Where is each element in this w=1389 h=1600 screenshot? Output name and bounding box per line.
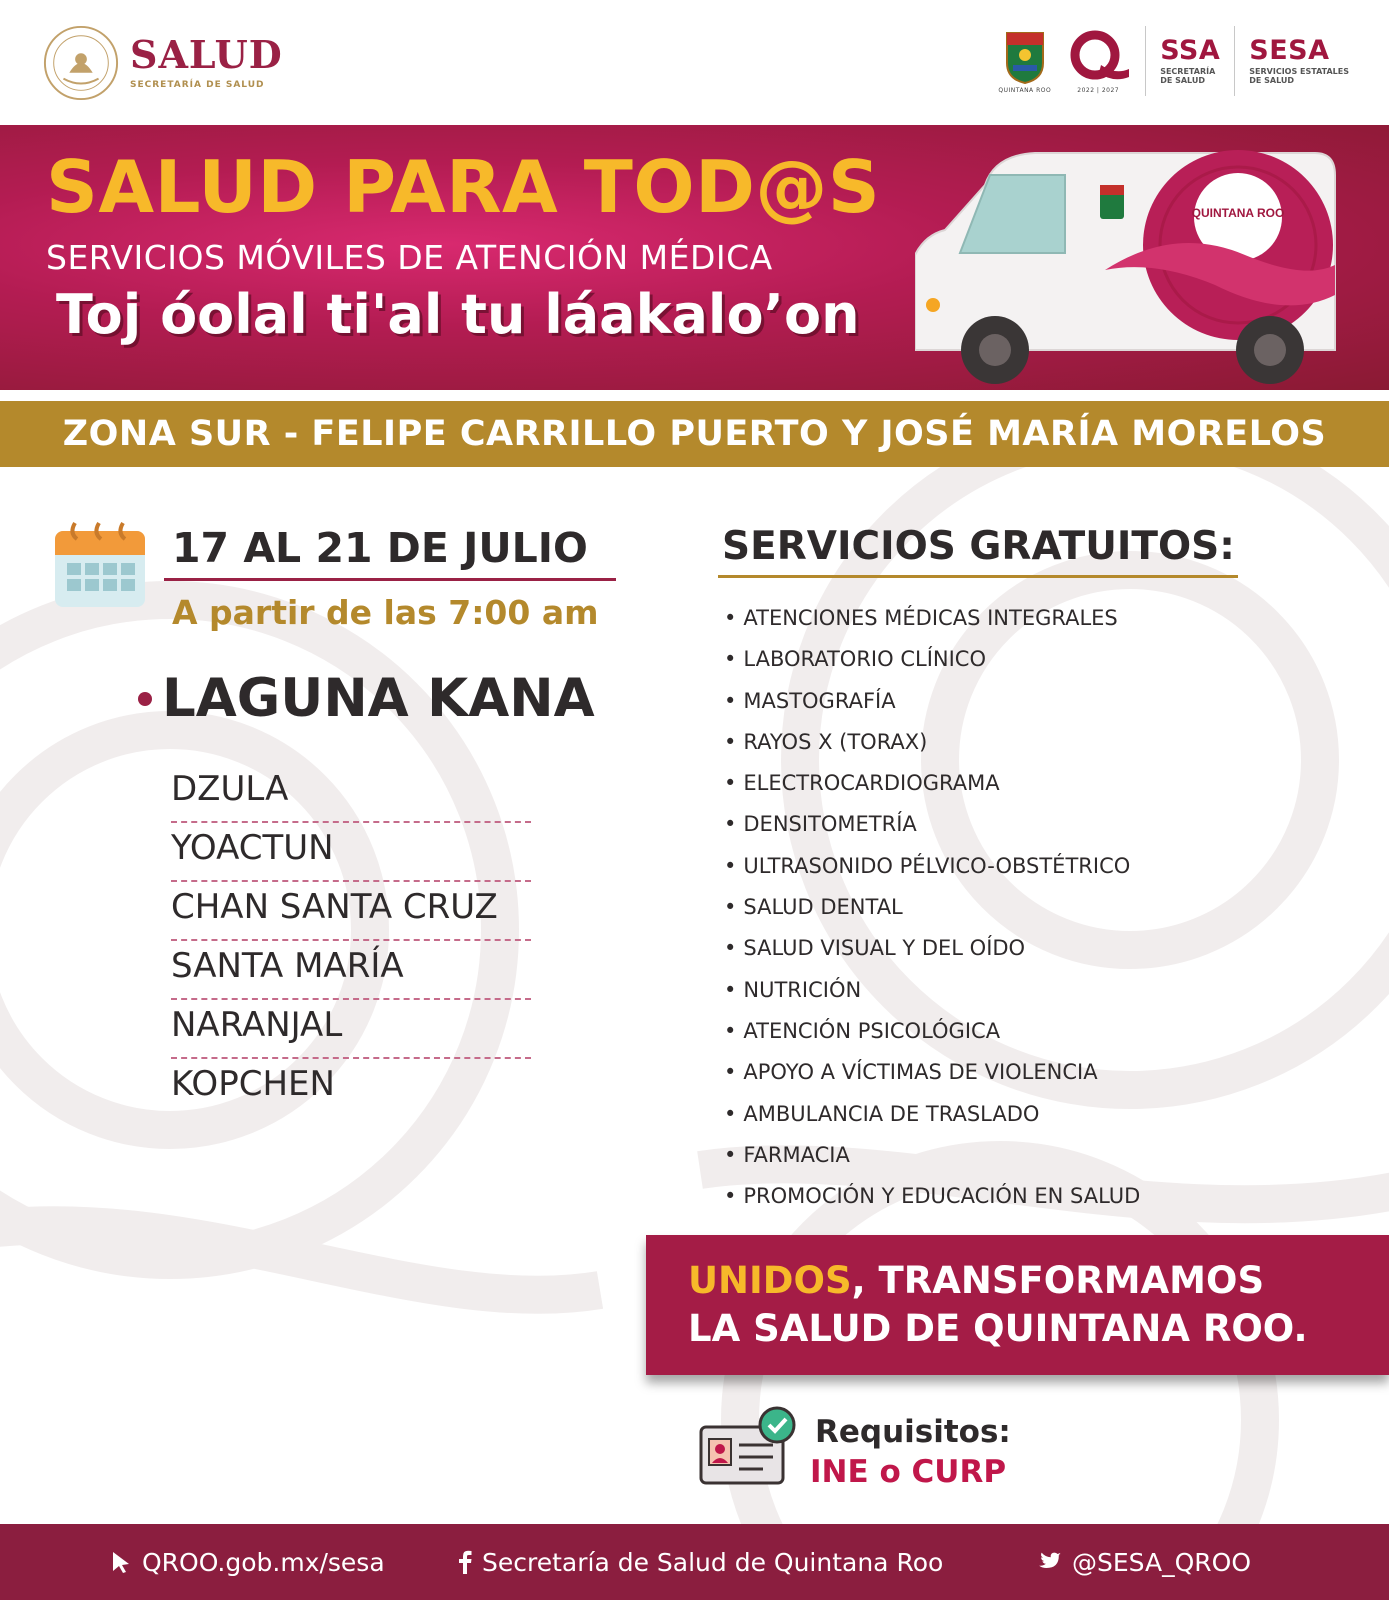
salud-logo — [42, 24, 283, 102]
salud-logo-name: SALUD — [130, 32, 283, 77]
banner-title: SALUD PARA TOD@S — [46, 145, 881, 229]
sesa-desc: SERVICIOS ESTATALES DE SALUD — [1249, 66, 1349, 85]
logo-divider — [1234, 26, 1235, 96]
service-item: • SALUD DENTAL — [724, 890, 1140, 931]
service-item: • RAYOS X (TORAX) — [724, 725, 1140, 766]
quintana-roo-shield-icon — [1003, 29, 1047, 85]
calendar-icon — [53, 517, 147, 609]
zone-bar — [0, 401, 1389, 467]
slogan-line-1 — [688, 1257, 1389, 1305]
mexico-seal-icon — [42, 24, 120, 102]
event-date: 17 AL 21 DE JULIO — [172, 524, 588, 572]
van-logo-text: QUINTANA ROO — [1191, 206, 1285, 220]
requirements-label: Requisitos: — [815, 1414, 1011, 1450]
id-card-check-icon — [697, 1405, 799, 1489]
quintana-roo-q-icon — [1065, 29, 1131, 85]
salud-logo-subtitle: SECRETARÍA DE SALUD — [130, 80, 265, 90]
footer-twitter-text[interactable]: @SESA_QROO — [1072, 1547, 1252, 1577]
footer-facebook-text[interactable]: Secretaría de Salud de Quintana Roo — [482, 1547, 944, 1577]
service-item: • ATENCIÓN PSICOLÓGICA — [724, 1014, 1140, 1055]
footer — [0, 1524, 1389, 1600]
logo-divider — [1145, 26, 1146, 96]
partner-logos — [998, 26, 1349, 96]
main-location — [138, 668, 595, 729]
quintana-roo-q-logo — [1065, 29, 1131, 94]
service-item: • MASTOGRAFÍA — [724, 684, 1140, 725]
banner-maya-text: Toj óolal ti'al tu láakalo’on — [56, 283, 860, 346]
service-item: • ULTRASONIDO PÉLVICO-OBSTÉTRICO — [724, 849, 1140, 890]
cursor-icon — [110, 1550, 132, 1574]
q-logo-caption: 2022 | 2027 — [1077, 86, 1120, 94]
place-item: SANTA MARÍA — [171, 941, 531, 1000]
service-item: • NUTRICIÓN — [724, 973, 1140, 1014]
facebook-icon — [458, 1550, 472, 1574]
place-item: KOPCHEN — [171, 1064, 335, 1104]
services-title: SERVICIOS GRATUITOS: — [722, 524, 1235, 569]
places-list — [171, 764, 531, 1118]
header — [0, 0, 1389, 125]
service-item: • APOYO A VÍCTIMAS DE VIOLENCIA — [724, 1055, 1140, 1096]
service-item: • DENSITOMETRÍA — [724, 807, 1140, 848]
shield-caption: QUINTANA ROO — [998, 86, 1052, 94]
service-item: • SALUD VISUAL Y DEL OÍDO — [724, 931, 1140, 972]
bullet-icon — [138, 692, 152, 706]
services-underline — [718, 575, 1238, 578]
place-item: CHAN SANTA CRUZ — [171, 882, 531, 941]
service-item: • AMBULANCIA DE TRASLADO — [724, 1097, 1140, 1138]
twitter-icon — [1038, 1552, 1062, 1572]
place-item: DZULA — [171, 764, 531, 823]
ssa-name: SSA — [1160, 34, 1221, 66]
sesa-logo — [1249, 34, 1349, 85]
ssa-logo — [1160, 34, 1221, 85]
service-item: • LABORATORIO CLÍNICO — [724, 642, 1140, 683]
zone-text: ZONA SUR - FELIPE CARRILLO PUERTO Y JOSÉ MARÍA MORELOS — [62, 414, 1327, 454]
services-list — [724, 601, 1140, 1220]
place-item: NARANJAL — [171, 1000, 531, 1059]
slogan-box — [646, 1235, 1389, 1375]
event-time: A partir de las 7:00 am — [172, 593, 599, 632]
service-item: • ATENCIONES MÉDICAS INTEGRALES — [724, 601, 1140, 642]
main-location-name: LAGUNA KANA — [162, 668, 595, 729]
slogan-highlight: UNIDOS — [688, 1259, 852, 1302]
footer-website-text[interactable]: QROO.gob.mx/sesa — [142, 1547, 385, 1577]
date-underline — [164, 578, 616, 581]
sesa-name: SESA — [1249, 34, 1330, 66]
service-item: • FARMACIA — [724, 1138, 1140, 1179]
slogan-line-1-rest: , TRANSFORMAMOS — [851, 1259, 1265, 1302]
slogan-line-2: LA SALUD DE QUINTANA ROO. — [688, 1307, 1308, 1350]
hero-banner — [0, 125, 1389, 390]
banner-subtitle: SERVICIOS MÓVILES DE ATENCIÓN MÉDICA — [46, 238, 773, 277]
mobile-clinic-van-icon — [915, 145, 1365, 390]
quintana-roo-shield-logo — [998, 29, 1051, 94]
service-item: • PROMOCIÓN Y EDUCACIÓN EN SALUD — [724, 1179, 1140, 1220]
requirements-value: INE o CURP — [810, 1454, 1007, 1490]
footer-twitter[interactable] — [1038, 1524, 1251, 1600]
footer-website[interactable] — [110, 1524, 385, 1600]
service-item: • ELECTROCARDIOGRAMA — [724, 766, 1140, 807]
footer-facebook[interactable] — [458, 1524, 943, 1600]
place-item: YOACTUN — [171, 823, 531, 882]
ssa-desc: SECRETARÍA DE SALUD — [1160, 66, 1216, 85]
